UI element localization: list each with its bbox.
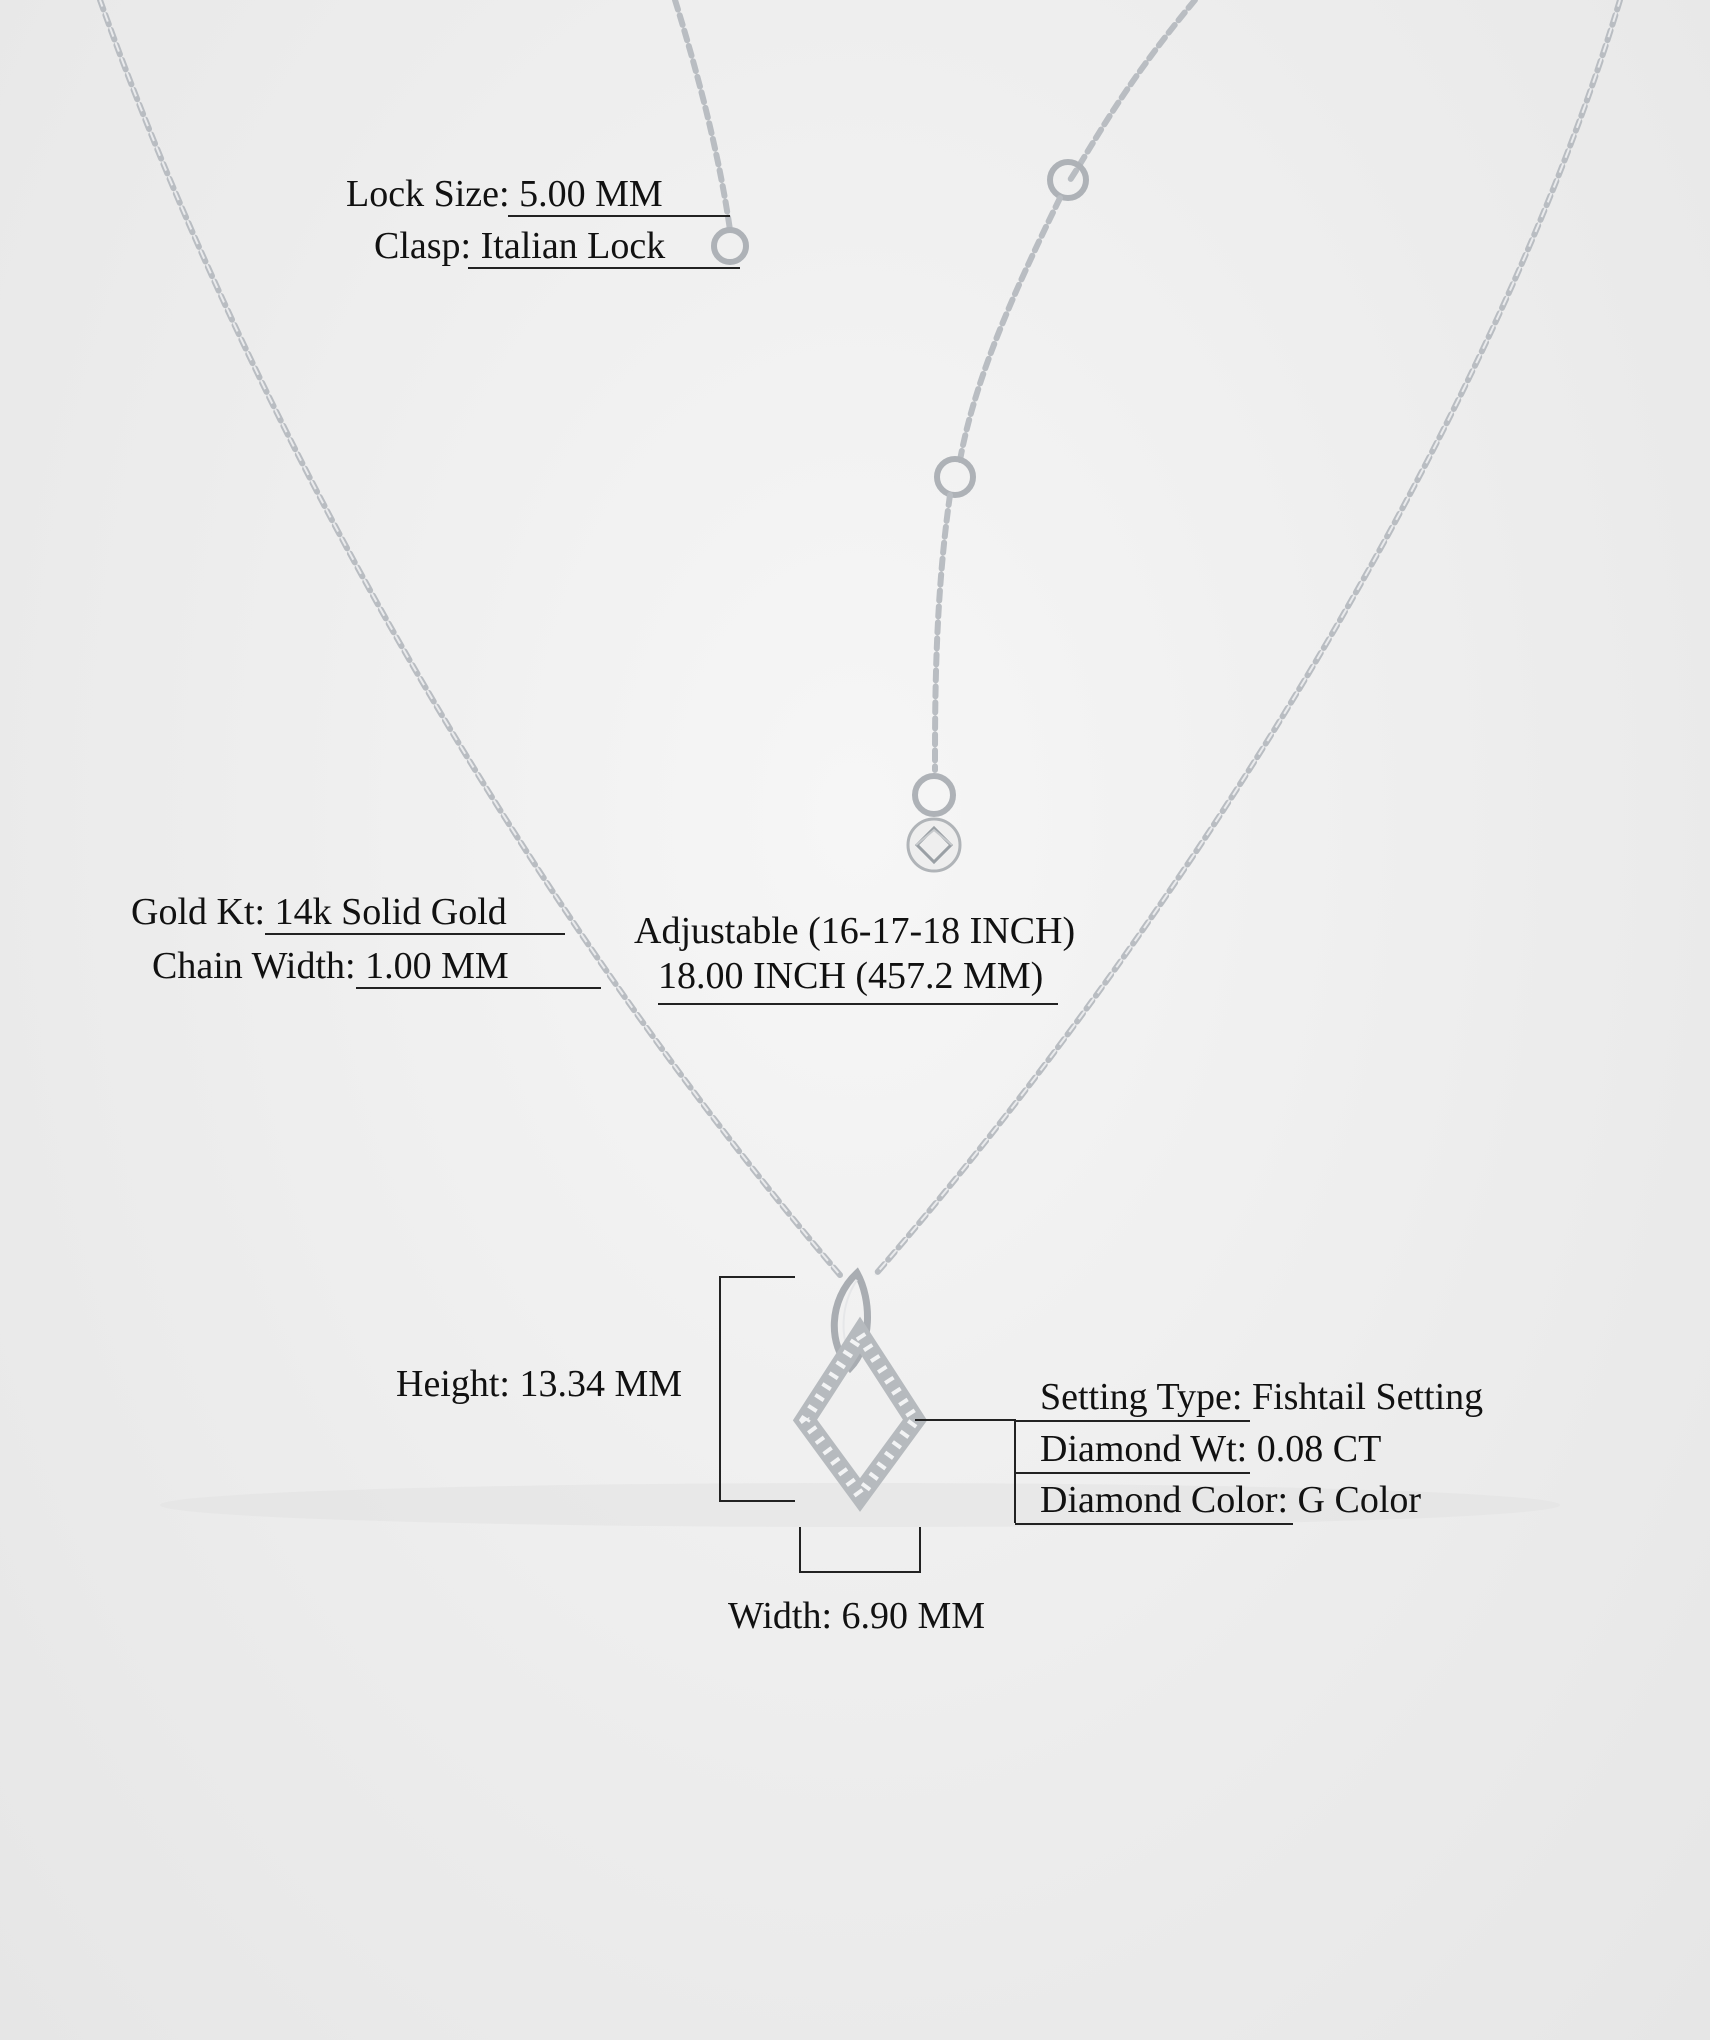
lobster-clasp-ring-icon xyxy=(714,230,746,262)
adjustable-label: Adjustable (16-17-18 INCH) xyxy=(634,910,1076,952)
lock-size-value: 5.00 MM xyxy=(519,173,663,215)
brand-tag-icon xyxy=(908,819,960,871)
chain-clasp-strand xyxy=(675,0,730,230)
diamond-color-value: G Color xyxy=(1297,1479,1422,1521)
setting-type-key: Setting Type: xyxy=(1040,1376,1243,1418)
lock-size-underline xyxy=(508,215,730,217)
gold-kt-underline xyxy=(265,933,565,935)
length-label: 18.00 INCH (457.2 MM) xyxy=(658,955,1044,997)
chain-extender-strand xyxy=(1070,0,1195,180)
chain-width-key: Chain Width: xyxy=(152,945,356,987)
diamond-wt-value: 0.08 CT xyxy=(1256,1428,1382,1470)
width-bracket xyxy=(800,1527,920,1572)
length-underline xyxy=(658,1003,1058,1005)
diamond-wt-key: Diamond Wt: xyxy=(1040,1428,1248,1470)
clasp-value: Italian Lock xyxy=(480,225,666,267)
chain-width-value: 1.00 MM xyxy=(365,945,509,987)
chain-right-strand xyxy=(875,0,1620,1275)
clasp-underline xyxy=(468,267,740,269)
width-label: Width: 6.90 MM xyxy=(728,1595,986,1637)
diamond-wt-label xyxy=(1040,1427,1381,1471)
gold-kt-value: 14k Solid Gold xyxy=(274,891,507,933)
clasp-key: Clasp: xyxy=(374,225,472,267)
chain-width-underline xyxy=(356,987,601,989)
chain-width-label xyxy=(152,944,509,988)
height-bracket xyxy=(720,1277,795,1501)
diamond-color-underline xyxy=(1015,1523,1293,1525)
setting-type-value: Fishtail Setting xyxy=(1251,1376,1484,1418)
lock-size-label xyxy=(346,172,663,216)
lock-size-key: Lock Size: xyxy=(346,173,510,215)
height-label: Height: 13.34 MM xyxy=(396,1363,683,1405)
diamond-color-key: Diamond Color: xyxy=(1040,1479,1289,1521)
diamond-shape-pendant-icon xyxy=(805,1273,915,1495)
setting-type-underline xyxy=(1015,1420,1250,1422)
diamond-wt-underline xyxy=(1015,1472,1250,1474)
gold-kt-label xyxy=(131,890,507,934)
clasp-label xyxy=(374,224,665,268)
gold-kt-key: Gold Kt: xyxy=(131,891,266,933)
setting-type-label xyxy=(1040,1375,1483,1419)
diamond-color-label xyxy=(1040,1478,1421,1522)
